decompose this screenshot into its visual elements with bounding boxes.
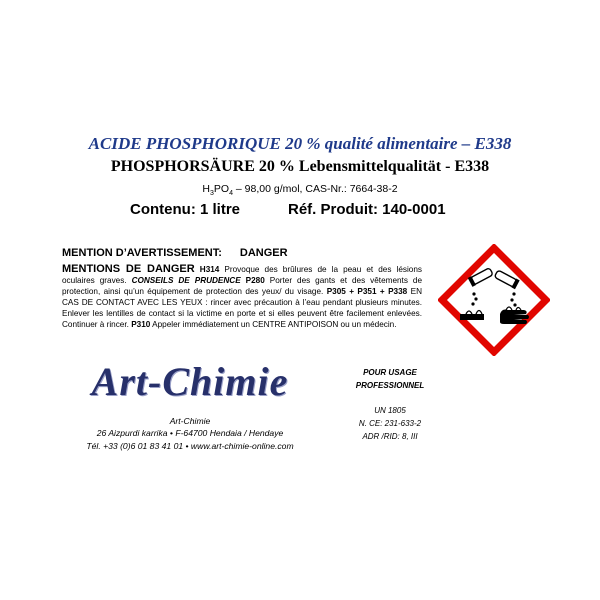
- content-volume: Contenu: 1 litre: [130, 201, 241, 218]
- hazard-heading: MENTIONS DE DANGER: [62, 263, 195, 275]
- p280-code: P280: [240, 276, 265, 285]
- adr-rid: ADR /RID: 8, III: [362, 432, 418, 441]
- p310-text: Appeler immédiatement un CENTRE ANTIPOISON ou un médecin.: [150, 320, 397, 329]
- company-name: Art-Chimie: [169, 416, 211, 426]
- product-title-de: PHOSPHORSÄURE 20 % Lebensmittelqualität - E338: [110, 158, 490, 175]
- ce-number: N. CE: 231-633-2: [358, 419, 422, 428]
- h314-text: Provoque des brûlures de la peau et des lésions oculaires graves.: [62, 265, 422, 285]
- precautionary-heading: CONSEILS DE PRUDENCE: [131, 276, 241, 285]
- art-chimie-logo: Art-Chimie: [91, 359, 289, 404]
- product-reference: Réf. Produit: 140-0001: [288, 201, 446, 218]
- formula-sub4: 4: [229, 190, 233, 198]
- p305-text: EN CAS DE CONTACT AVEC LES YEUX : rincer avec précaution à l’eau pendant plusieurs minutes. Enlever les lentilles de contact si la victime en porte et si elles peuvent être facilement enlevées. Continuer à rincer.: [62, 287, 423, 329]
- chemical-formula: [0, 183, 600, 197]
- formula-sub3: 3: [210, 190, 214, 198]
- signal-word-label: MENTION D’AVERTISSEMENT:: [62, 247, 222, 259]
- p305-code: P305 + P351 + P338: [326, 287, 408, 296]
- formula-details: – 98,00 g/mol, CAS-Nr.: 7664-38-2: [232, 183, 398, 195]
- usage-line2: PROFESSIONNEL: [355, 381, 425, 390]
- p310-code: P310: [131, 320, 151, 329]
- formula-h: H: [202, 183, 210, 195]
- signal-word: [62, 247, 288, 259]
- un-number: UN 1805: [374, 406, 406, 415]
- signal-word-value: DANGER: [239, 247, 288, 259]
- hazard-statements: [62, 264, 422, 330]
- product-title-fr: ACIDE PHOSPHORIQUE 20 % qualité alimentaire – E338: [88, 134, 512, 153]
- h314-code: H314: [199, 265, 220, 274]
- formula-po: PO: [213, 183, 230, 195]
- p280-text: Porter des gants et des vêtements de protection, ainsi qu’un équipement de protection des yeux/ du visage.: [62, 276, 422, 296]
- usage-line1: POUR USAGE: [363, 368, 417, 377]
- company-address: 26 Aizpurdi karrika • F-64700 Hendaia / Hendaye: [96, 428, 284, 438]
- ghs05-corrosive-icon: [438, 244, 550, 356]
- company-contact: Tél. +33 (0)6 01 83 41 01 • www.art-chimie-online.com: [86, 441, 294, 451]
